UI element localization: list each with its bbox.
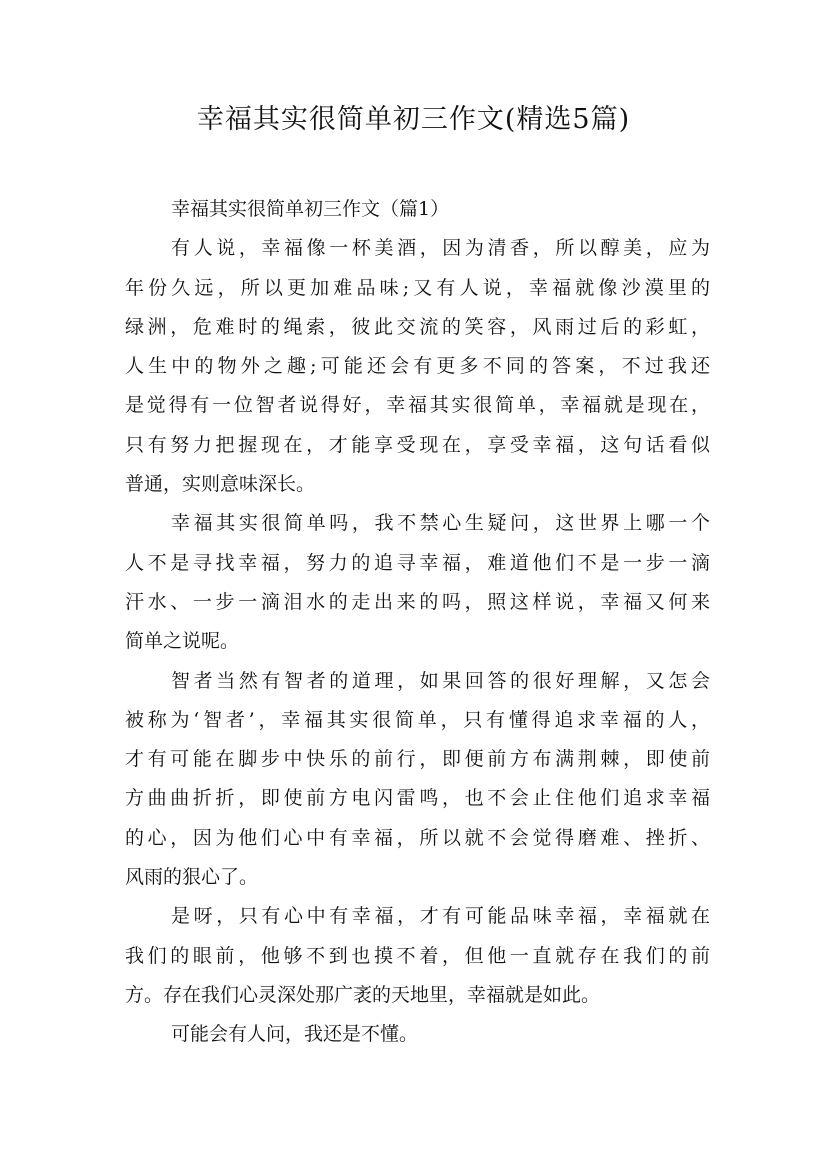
paragraph-line: 幸福其实很简单吗，我不禁心生疑问，这世界上哪一个 xyxy=(171,512,710,535)
paragraph-line: 人不是寻找幸福，努力的追寻幸福，难道他们不是一步一滴 xyxy=(125,551,710,574)
paragraph-line: 可能会有人问，我还是不懂。 xyxy=(171,1023,419,1046)
section-heading: 幸福其实很简单初三作文（篇1） xyxy=(171,198,450,220)
paragraph-line: 风雨的狠心了。 xyxy=(125,866,259,889)
paragraph-line: 年份久远，所以更加难品味;又有人说，幸福就像沙漠里的 xyxy=(125,276,710,299)
paragraph-line: 有人说，幸福像一杯美酒，因为清香，所以醇美，应为 xyxy=(171,237,710,260)
document-title: 幸福其实很简单初三作文(精选5篇) xyxy=(196,104,631,135)
paragraph-line: 简单之说呢。 xyxy=(125,630,240,653)
paragraph-line: 绿洲，危难时的绳索，彼此交流的笑容，风雨过后的彩虹， xyxy=(125,315,710,338)
paragraph-line: 被称为‘智者’，幸福其实很简单，只有懂得追求幸福的人， xyxy=(125,708,710,731)
document-body xyxy=(125,190,710,1055)
paragraph-line: 普通，实则意味深长。 xyxy=(125,473,316,496)
paragraph-line: 是觉得有一位智者说得好，幸福其实很简单，幸福就是现在， xyxy=(125,394,710,417)
paragraph-line: 汗水、一步一滴泪水的走出来的吗，照这样说，幸福又何来 xyxy=(125,590,710,613)
paragraph-line: 人生中的物外之趣;可能还会有更多不同的答案，不过我还 xyxy=(125,355,710,378)
paragraph-line: 方曲曲折折，即使前方电闪雷鸣，也不会止住他们追求幸福 xyxy=(125,787,710,810)
paragraph-line: 的心，因为他们心中有幸福，所以就不会觉得磨难、挫折、 xyxy=(125,826,710,849)
paragraph-line: 方。存在我们心灵深处那广袤的天地里，幸福就是如此。 xyxy=(125,983,601,1006)
paragraph-line: 我们的眼前，他够不到也摸不着，但他一直就存在我们的前 xyxy=(125,944,710,967)
paragraph-line: 只有努力把握现在，才能享受现在，享受幸福，这句话看似 xyxy=(125,433,710,456)
paragraph-line: 是呀，只有心中有幸福，才有可能品味幸福，幸福就在 xyxy=(171,905,710,928)
paragraph-line: 才有可能在脚步中快乐的前行，即便前方布满荆棘，即使前 xyxy=(125,748,710,771)
paragraph-line: 智者当然有智者的道理，如果回答的很好理解，又怎会 xyxy=(171,669,710,692)
